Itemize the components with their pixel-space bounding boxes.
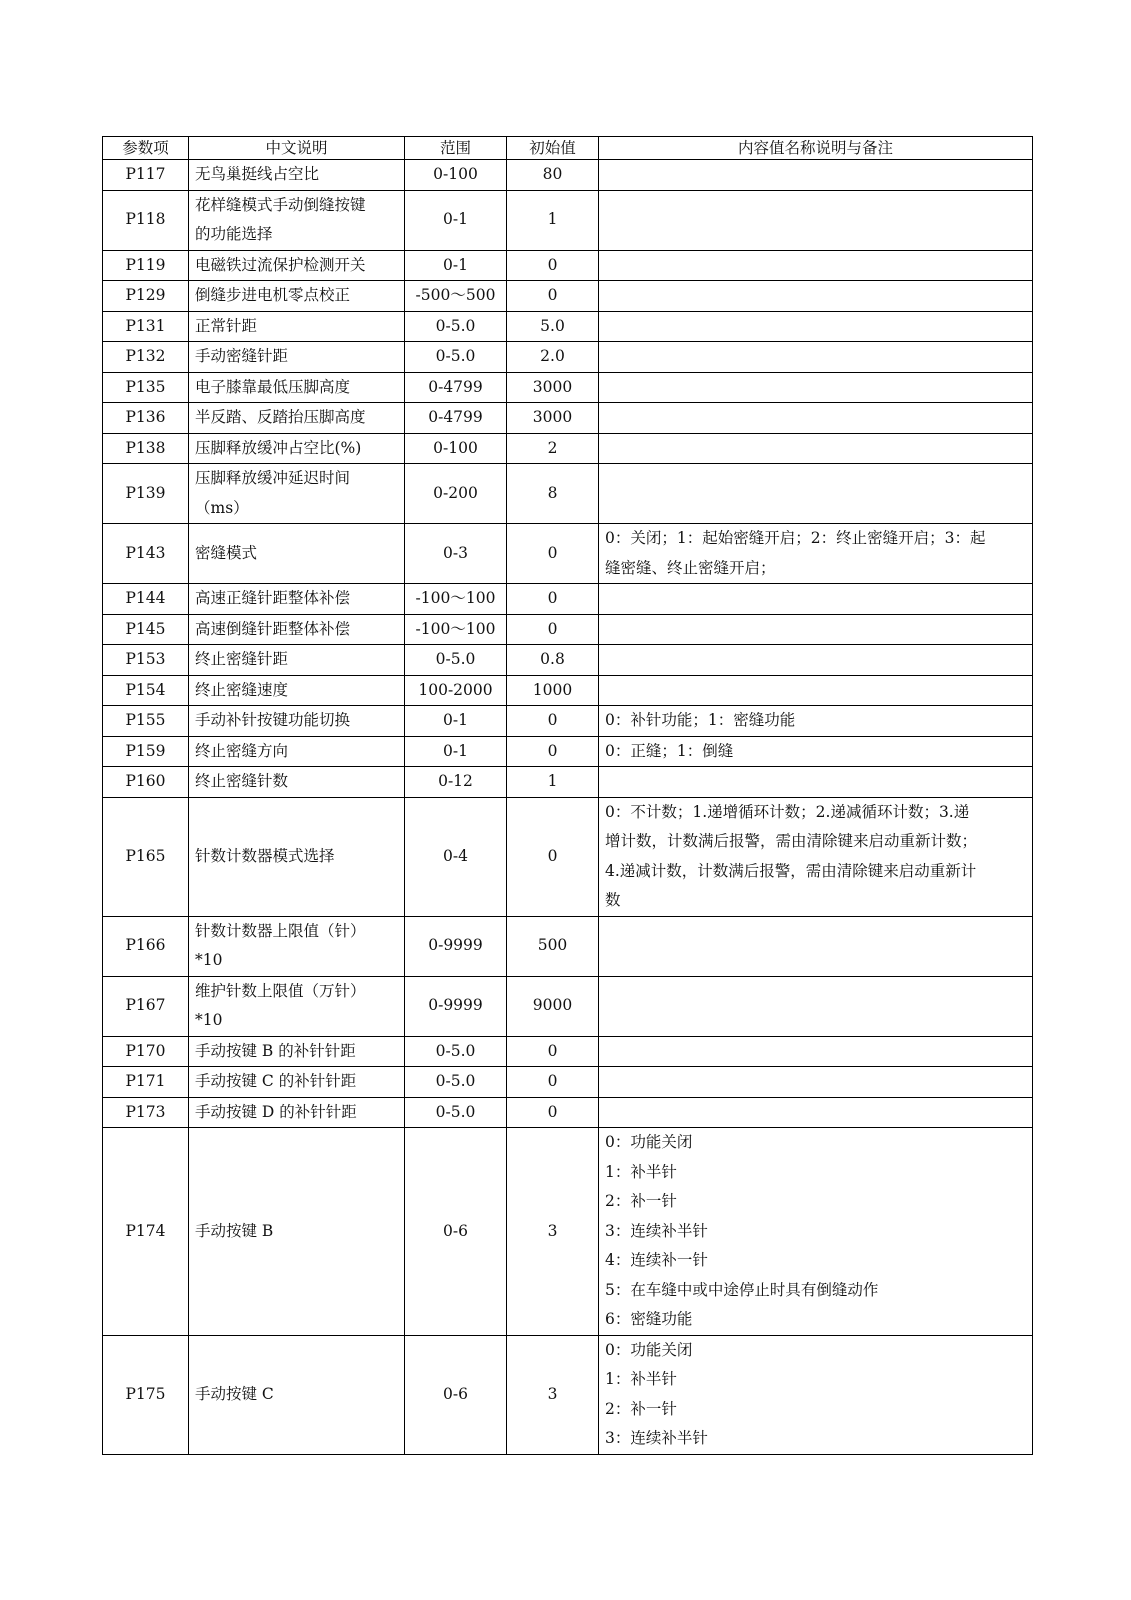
param-range: 0-1	[405, 736, 507, 767]
header-initial-value: 初始值	[507, 137, 599, 160]
param-description	[189, 524, 405, 584]
header-param: 参数项	[103, 137, 189, 160]
param-notes	[599, 190, 1033, 250]
description-line: （ms）	[195, 498, 249, 517]
param-notes	[599, 645, 1033, 676]
table-row	[103, 736, 1033, 767]
param-id: P175	[103, 1335, 189, 1454]
param-range: -100～100	[405, 614, 507, 645]
param-id: P167	[103, 976, 189, 1036]
table-row	[103, 1128, 1033, 1336]
description-line: 针数计数器模式选择	[195, 846, 335, 865]
note-line: 0：正缝；1：倒缝	[605, 741, 734, 760]
param-initial-value: 0	[507, 1036, 599, 1067]
param-initial-value: 0	[507, 797, 599, 916]
param-range: -100～100	[405, 584, 507, 615]
param-range: 0-5.0	[405, 342, 507, 373]
param-description	[189, 433, 405, 464]
param-id: P166	[103, 916, 189, 976]
param-description	[189, 311, 405, 342]
param-range: 0-5.0	[405, 645, 507, 676]
description-line: 电磁铁过流保护检测开关	[195, 255, 366, 274]
param-id: P154	[103, 675, 189, 706]
param-description	[189, 645, 405, 676]
param-initial-value: 3000	[507, 372, 599, 403]
param-initial-value: 0	[507, 614, 599, 645]
param-range: 0-200	[405, 464, 507, 524]
param-range: 0-1	[405, 250, 507, 281]
note-line: 0：功能关闭	[605, 1133, 693, 1151]
note-line: 数	[605, 891, 621, 909]
param-range: 0-3	[405, 524, 507, 584]
param-id: P138	[103, 433, 189, 464]
note-line: 5：在车缝中或中途停止时具有倒缝动作	[605, 1280, 879, 1299]
param-initial-value: 9000	[507, 976, 599, 1036]
param-range: 0-100	[405, 160, 507, 191]
table-row	[103, 372, 1033, 403]
param-notes	[599, 584, 1033, 615]
param-description	[189, 281, 405, 312]
table-row	[103, 311, 1033, 342]
param-id: P165	[103, 797, 189, 916]
table-row	[103, 767, 1033, 798]
description-line: 高速正缝针距整体补偿	[195, 589, 351, 607]
param-notes	[599, 614, 1033, 645]
table-row	[103, 403, 1033, 434]
note-line: 缝密缝、终止密缝开启；	[605, 558, 776, 577]
param-notes	[599, 524, 1033, 584]
param-notes	[599, 976, 1033, 1036]
param-notes	[599, 675, 1033, 706]
param-initial-value: 0	[507, 706, 599, 737]
param-description	[189, 1128, 405, 1336]
param-notes	[599, 433, 1033, 464]
param-id: P173	[103, 1097, 189, 1128]
param-initial-value: 2	[507, 433, 599, 464]
description-line: 倒缝步进电机零点校正	[195, 286, 351, 304]
table-row	[103, 675, 1033, 706]
param-initial-value: 5.0	[507, 311, 599, 342]
header-notes: 内容值名称说明与备注	[599, 137, 1033, 160]
param-id: P117	[103, 160, 189, 191]
param-range: 0-100	[405, 433, 507, 464]
param-initial-value: 3	[507, 1335, 599, 1454]
param-initial-value: 0	[507, 281, 599, 312]
param-notes	[599, 342, 1033, 373]
table-row	[103, 584, 1033, 615]
param-range: 0-4799	[405, 403, 507, 434]
param-id: P160	[103, 767, 189, 798]
param-range: 0-4	[405, 797, 507, 916]
description-line: 终止密缝针数	[195, 772, 289, 790]
param-notes	[599, 706, 1033, 737]
param-notes	[599, 250, 1033, 281]
param-id: P144	[103, 584, 189, 615]
param-notes	[599, 1036, 1033, 1067]
note-line: 0：补针功能；1：密缝功能	[605, 711, 796, 729]
param-initial-value: 80	[507, 160, 599, 191]
note-line: 1：补半针	[605, 1370, 677, 1388]
param-range: 0-5.0	[405, 1036, 507, 1067]
table-row	[103, 464, 1033, 524]
param-description	[189, 403, 405, 434]
description-line: 密缝模式	[195, 543, 258, 562]
param-initial-value: 1	[507, 190, 599, 250]
param-description	[189, 916, 405, 976]
table-row	[103, 614, 1033, 645]
param-description	[189, 250, 405, 281]
description-line: 手动按键 C	[195, 1384, 274, 1403]
param-range: 0-5.0	[405, 1067, 507, 1098]
param-range: 0-9999	[405, 976, 507, 1036]
param-description	[189, 342, 405, 373]
param-id: P171	[103, 1067, 189, 1098]
table-row	[103, 976, 1033, 1036]
description-line: 压脚释放缓冲延迟时间	[195, 469, 351, 487]
note-line: 3：连续补半针	[605, 1429, 708, 1447]
param-id: P143	[103, 524, 189, 584]
param-description	[189, 160, 405, 191]
param-range: 0-6	[405, 1128, 507, 1336]
description-line: 无鸟巢挺线占空比	[195, 165, 320, 183]
param-range: 0-5.0	[405, 311, 507, 342]
table-row	[103, 250, 1033, 281]
param-id: P119	[103, 250, 189, 281]
param-range: 0-4799	[405, 372, 507, 403]
param-range: 0-6	[405, 1335, 507, 1454]
param-description	[189, 1335, 405, 1454]
param-id: P118	[103, 190, 189, 250]
param-range: 0-5.0	[405, 1097, 507, 1128]
param-description	[189, 675, 405, 706]
note-line: 4：连续补一针	[605, 1251, 708, 1269]
param-description	[189, 976, 405, 1036]
table-row	[103, 1097, 1033, 1128]
param-description	[189, 584, 405, 615]
table-row	[103, 433, 1033, 464]
param-initial-value: 3000	[507, 403, 599, 434]
description-line: 手动按键 B 的补针针距	[195, 1041, 356, 1060]
header-range: 范围	[405, 137, 507, 160]
param-notes	[599, 403, 1033, 434]
param-notes	[599, 916, 1033, 976]
param-description	[189, 1097, 405, 1128]
param-id: P145	[103, 614, 189, 645]
note-line: 2：补一针	[605, 1192, 677, 1210]
param-range: 0-12	[405, 767, 507, 798]
param-range: 100-2000	[405, 675, 507, 706]
note-line: 0：功能关闭	[605, 1340, 693, 1359]
note-line: 3：连续补半针	[605, 1221, 708, 1240]
table-row	[103, 1335, 1033, 1454]
description-line: 手动按键 D 的补针针距	[195, 1102, 357, 1121]
param-initial-value: 0	[507, 250, 599, 281]
description-line: 手动密缝针距	[195, 347, 289, 365]
table-row	[103, 797, 1033, 916]
param-notes	[599, 281, 1033, 312]
note-line: 6：密缝功能	[605, 1310, 693, 1328]
note-line: 0：关闭；1：起始密缝开启；2：终止密缝开启；3：起	[605, 529, 986, 547]
param-id: P131	[103, 311, 189, 342]
table-row	[103, 342, 1033, 373]
param-notes	[599, 1128, 1033, 1336]
note-line: 2：补一针	[605, 1399, 677, 1418]
param-description	[189, 767, 405, 798]
parameter-table	[102, 136, 1033, 1455]
param-notes	[599, 736, 1033, 767]
param-notes	[599, 372, 1033, 403]
param-description	[189, 372, 405, 403]
description-line: 正常针距	[195, 316, 258, 335]
param-description	[189, 1036, 405, 1067]
param-initial-value: 0	[507, 1067, 599, 1098]
table-row	[103, 281, 1033, 312]
table-row	[103, 160, 1033, 191]
param-id: P159	[103, 736, 189, 767]
param-description	[189, 190, 405, 250]
param-range: -500～500	[405, 281, 507, 312]
param-id: P153	[103, 645, 189, 676]
param-range: 0-1	[405, 190, 507, 250]
param-notes	[599, 311, 1033, 342]
description-line: 手动按键 B	[195, 1221, 274, 1240]
param-id: P174	[103, 1128, 189, 1336]
param-initial-value: 1000	[507, 675, 599, 706]
param-notes	[599, 1335, 1033, 1454]
param-id: P136	[103, 403, 189, 434]
param-description	[189, 1067, 405, 1098]
note-line: 4.递减计数，计数满后报警，需由清除键来启动重新计	[605, 861, 977, 880]
param-initial-value: 0	[507, 736, 599, 767]
param-range: 0-9999	[405, 916, 507, 976]
table-row	[103, 645, 1033, 676]
param-notes	[599, 1067, 1033, 1098]
description-line: 手动按键 C 的补针针距	[195, 1072, 357, 1090]
param-description	[189, 614, 405, 645]
description-line: 电子膝靠最低压脚高度	[195, 377, 351, 396]
param-id: P139	[103, 464, 189, 524]
param-notes	[599, 797, 1033, 916]
param-notes	[599, 160, 1033, 191]
description-line: 终止密缝速度	[195, 680, 289, 699]
param-initial-value: 2.0	[507, 342, 599, 373]
param-range: 0-1	[405, 706, 507, 737]
param-notes	[599, 767, 1033, 798]
param-description	[189, 464, 405, 524]
param-notes	[599, 464, 1033, 524]
param-initial-value: 500	[507, 916, 599, 976]
param-id: P135	[103, 372, 189, 403]
header-description: 中文说明	[189, 137, 405, 160]
description-line: 半反踏、反踏抬压脚高度	[195, 408, 366, 426]
param-id: P155	[103, 706, 189, 737]
description-line: 花样缝模式手动倒缝按键	[195, 195, 366, 214]
description-line: 手动补针按键功能切换	[195, 711, 351, 729]
table-body	[103, 160, 1033, 1455]
table-row	[103, 524, 1033, 584]
note-line: 增计数，计数满后报警，需由清除键来启动重新计数；	[605, 832, 978, 850]
description-line: 高速倒缝针距整体补偿	[195, 619, 351, 638]
param-initial-value: 0.8	[507, 645, 599, 676]
table-header-row	[103, 137, 1033, 160]
param-notes	[599, 1097, 1033, 1128]
param-id: P132	[103, 342, 189, 373]
table-row	[103, 1036, 1033, 1067]
description-line: 压脚释放缓冲占空比(%)	[195, 438, 362, 457]
note-line: 0：不计数；1.递增循环计数；2.递减循环计数；3.递	[605, 802, 970, 821]
table-row	[103, 916, 1033, 976]
param-initial-value: 0	[507, 524, 599, 584]
description-line: *10	[195, 951, 223, 969]
description-line: *10	[195, 1011, 223, 1029]
param-initial-value: 0	[507, 1097, 599, 1128]
description-line: 的功能选择	[195, 225, 273, 243]
description-line: 终止密缝方向	[195, 741, 289, 760]
param-id: P129	[103, 281, 189, 312]
table-row	[103, 1067, 1033, 1098]
param-initial-value: 3	[507, 1128, 599, 1336]
param-id: P170	[103, 1036, 189, 1067]
table-row	[103, 190, 1033, 250]
description-line: 维护针数上限值（万针）	[195, 981, 366, 1000]
description-line: 针数计数器上限值（针）	[195, 921, 366, 940]
note-line: 1：补半针	[605, 1162, 677, 1181]
param-description	[189, 797, 405, 916]
param-initial-value: 1	[507, 767, 599, 798]
table-row	[103, 706, 1033, 737]
param-initial-value: 0	[507, 584, 599, 615]
description-line: 终止密缝针距	[195, 650, 289, 668]
param-description	[189, 736, 405, 767]
param-description	[189, 706, 405, 737]
param-initial-value: 8	[507, 464, 599, 524]
